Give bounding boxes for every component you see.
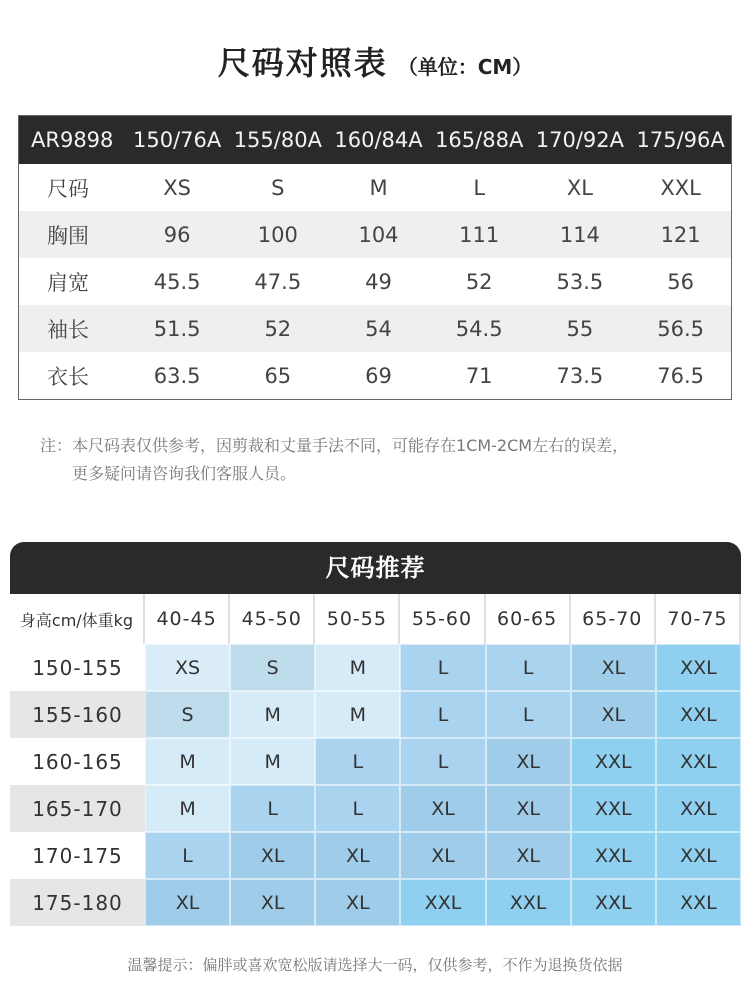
table-cell: 54.5 [429, 305, 530, 352]
height-label: 160-165 [10, 738, 145, 785]
note-line-1: 注：本尺码表仅供参考，因剪裁和丈量手法不同，可能存在1CM-2CM左右的误差， [40, 436, 629, 455]
size-cell: XL [486, 832, 571, 879]
size-cell: XS [145, 644, 230, 691]
table-cell: XS [163, 175, 191, 200]
header-cell: 160/84A [328, 116, 429, 165]
size-cell: XXL [656, 785, 741, 832]
table-cell: 52 [465, 269, 493, 294]
table-row [19, 211, 732, 258]
size-cell: XL [571, 644, 656, 691]
table-row [19, 258, 732, 305]
weight-header: 50-55 [315, 594, 400, 644]
height-label: 170-175 [10, 832, 145, 879]
height-label: 175-180 [10, 879, 145, 926]
table-row [19, 352, 732, 400]
table-cell: 54 [328, 305, 429, 352]
table-cell: 69 [365, 363, 392, 388]
size-cell: XXL [656, 832, 741, 879]
weight-header: 55-60 [400, 594, 485, 644]
size-cell: L [486, 644, 571, 691]
title-unit: （单位：CM） [397, 55, 533, 79]
size-cell: XXL [571, 785, 656, 832]
weight-header: 40-45 [145, 594, 230, 644]
header-cell: 170/92A [530, 116, 631, 165]
row-label: 衣长 [47, 364, 89, 389]
size-cell: XL [571, 691, 656, 738]
size-cell: XXL [656, 879, 741, 926]
row-label: 胸围 [19, 211, 127, 258]
recommendation-grid [10, 594, 741, 926]
table-cell: 56 [667, 269, 694, 294]
table-cell: 56.5 [630, 305, 731, 352]
size-cell: L [145, 832, 230, 879]
table-cell: M [369, 175, 388, 200]
row-label: 袖长 [19, 305, 127, 352]
size-cell: XL [230, 832, 315, 879]
size-cell: XL [400, 785, 485, 832]
table-cell: XL [566, 175, 593, 200]
size-cell: XL [230, 879, 315, 926]
header-cell: AR9898 [19, 116, 127, 165]
header-cell: 150/76A [127, 116, 228, 165]
size-cell: XXL [571, 879, 656, 926]
row-label: 尺码 [47, 176, 89, 201]
table-cell: 53.5 [556, 269, 604, 294]
table-cell: S [271, 175, 285, 200]
weight-header: 65-70 [571, 594, 656, 644]
size-cell: M [315, 644, 400, 691]
table-cell: 47.5 [254, 269, 302, 294]
table-cell: 104 [328, 211, 429, 258]
table-cell: 71 [465, 363, 493, 388]
table-cell: 55 [530, 305, 631, 352]
size-cell: L [400, 691, 485, 738]
recommendation-title: 尺码推荐 [10, 542, 741, 594]
table-cell: XXL [660, 175, 701, 200]
size-cell: L [400, 644, 485, 691]
size-cell: L [230, 785, 315, 832]
size-cell: M [145, 738, 230, 785]
title-main: 尺码对照表 [217, 44, 388, 82]
table-cell: 96 [127, 211, 228, 258]
header-cell: 175/96A [630, 116, 731, 165]
size-cell: XL [400, 832, 485, 879]
header-cell: 165/88A [429, 116, 530, 165]
weight-header: 45-50 [230, 594, 315, 644]
size-cell: M [145, 785, 230, 832]
table-cell: 65 [264, 363, 292, 388]
size-note [40, 432, 730, 488]
table-row [19, 164, 732, 211]
size-cell: XXL [656, 644, 741, 691]
size-cell: XXL [656, 738, 741, 785]
table-cell: 45.5 [153, 269, 201, 294]
table-row [19, 305, 732, 352]
table-cell: 121 [630, 211, 731, 258]
size-cell: L [315, 738, 400, 785]
table-cell: 73.5 [556, 363, 604, 388]
size-cell: L [315, 785, 400, 832]
size-cell: L [486, 691, 571, 738]
size-cell: L [400, 738, 485, 785]
weight-header: 60-65 [486, 594, 571, 644]
size-cell: XXL [400, 879, 485, 926]
row-label: 肩宽 [47, 270, 89, 295]
size-cell: XXL [486, 879, 571, 926]
table-cell: 76.5 [657, 363, 704, 388]
size-cell: XL [486, 785, 571, 832]
size-cell: XXL [571, 738, 656, 785]
table-cell: L [473, 175, 486, 200]
footer-tip: 温馨提示：偏胖或喜欢宽松版请选择大一码，仅供参考，不作为退换货依据 [127, 956, 623, 974]
table-cell: 49 [365, 269, 392, 294]
table-cell: 52 [227, 305, 328, 352]
table-cell: 63.5 [153, 363, 201, 388]
size-cell: S [230, 644, 315, 691]
size-cell: XL [315, 879, 400, 926]
table-cell: 114 [530, 211, 631, 258]
size-cell: M [230, 691, 315, 738]
size-chart-table [18, 115, 732, 400]
page-title [0, 38, 750, 84]
size-cell: M [315, 691, 400, 738]
size-cell: XXL [656, 691, 741, 738]
size-recommendation [10, 542, 741, 926]
size-cell: XL [145, 879, 230, 926]
note-line-2: 更多疑问请咨询我们客服人员。 [72, 464, 297, 483]
table-cell: 111 [429, 211, 530, 258]
height-label: 150-155 [10, 644, 145, 691]
corner-label: 身高cm/体重kg [10, 594, 145, 644]
size-table-header [19, 116, 732, 165]
size-cell: S [145, 691, 230, 738]
size-cell: XL [315, 832, 400, 879]
table-cell: 100 [227, 211, 328, 258]
size-cell: M [230, 738, 315, 785]
header-cell: 155/80A [227, 116, 328, 165]
table-cell: 51.5 [127, 305, 228, 352]
height-label: 165-170 [10, 785, 145, 832]
height-label: 155-160 [10, 691, 145, 738]
size-cell: XXL [571, 832, 656, 879]
size-cell: XL [486, 738, 571, 785]
weight-header: 70-75 [656, 594, 741, 644]
